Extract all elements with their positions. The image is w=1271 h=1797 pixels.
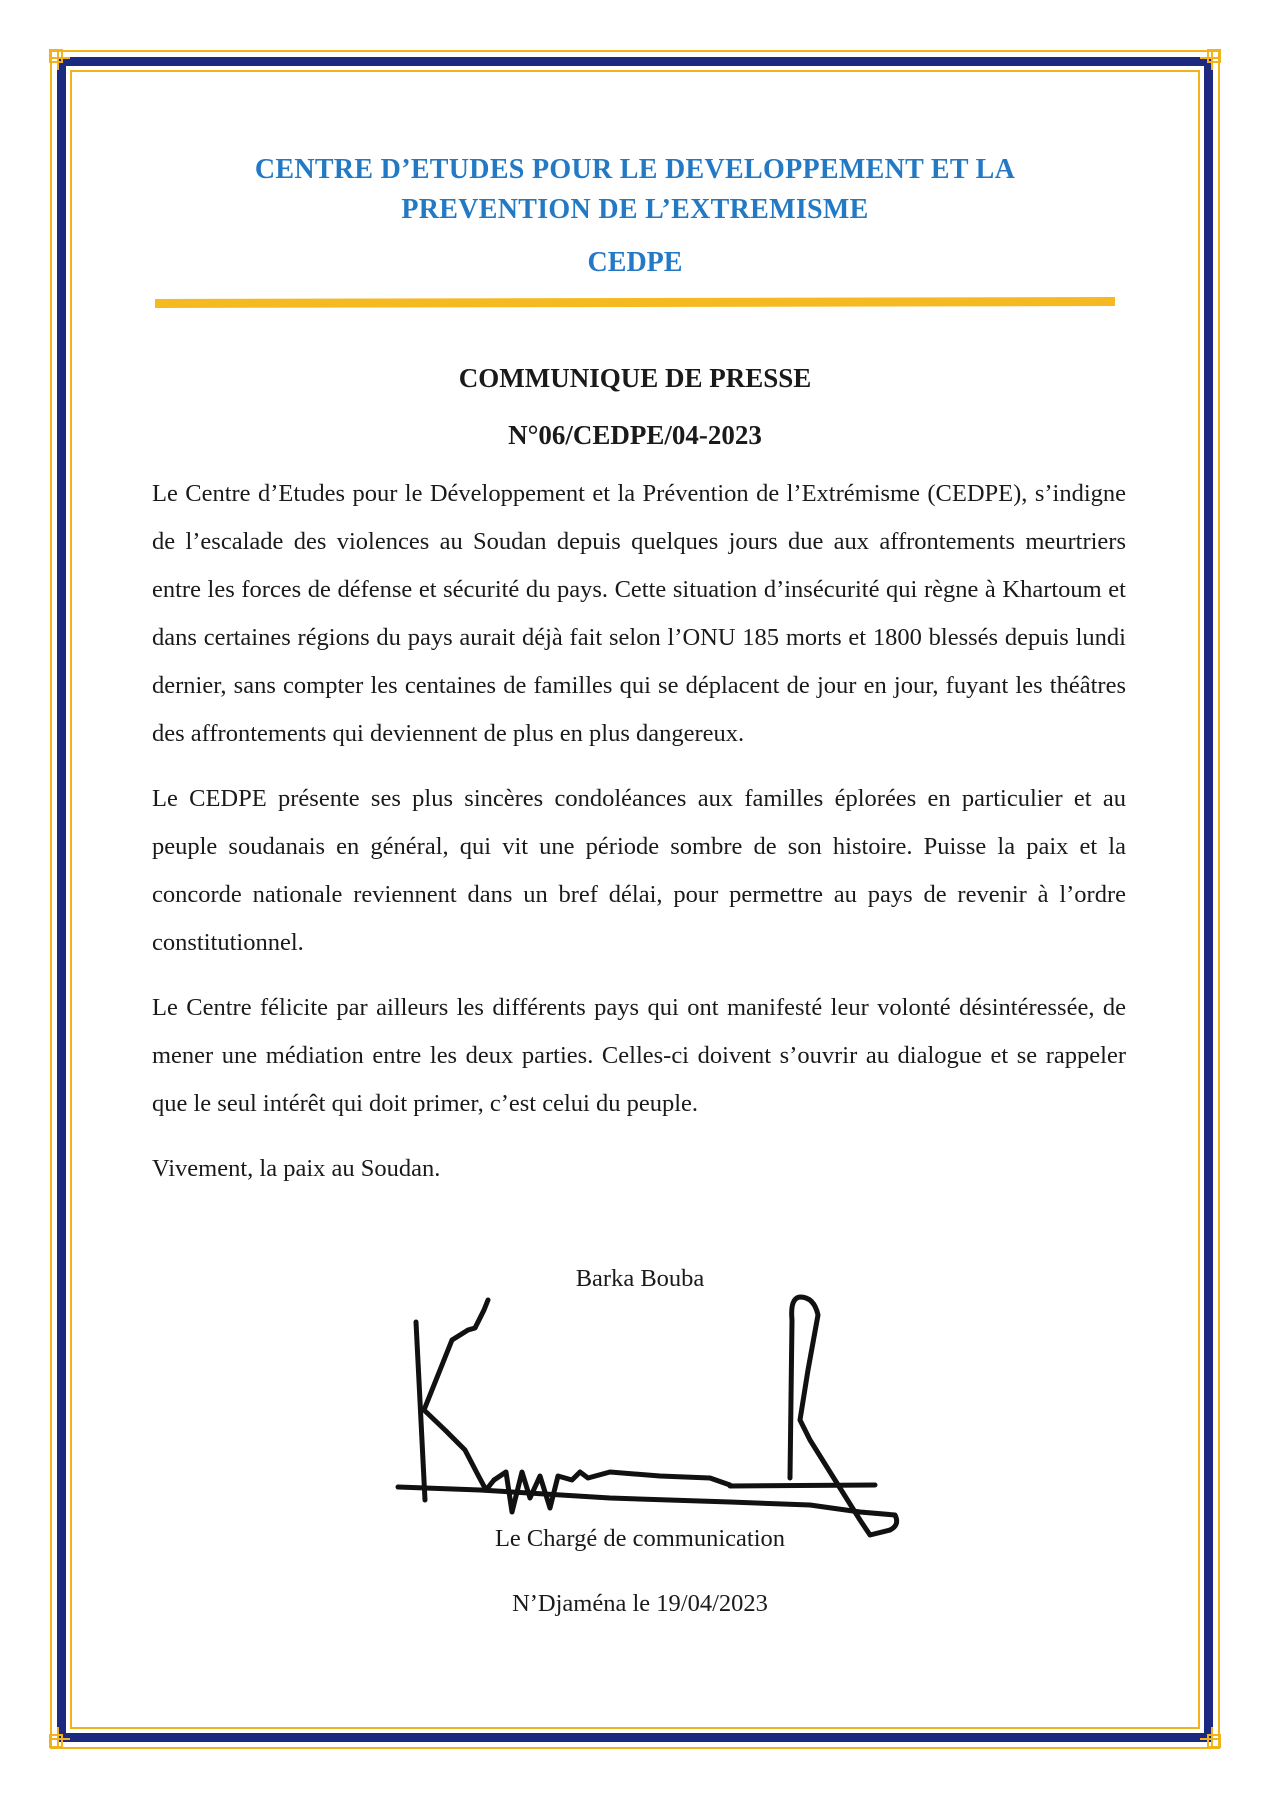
signer-name: Barka Bouba [575, 1265, 705, 1292]
corner-ornament [1188, 1715, 1222, 1749]
document-body [152, 470, 1126, 1210]
document-number: N°06/CEDPE/04-2023 [508, 420, 762, 450]
body-paragraph: Le CEDPE présente ses plus sincères condoléances aux familles éplorées en particulier et au peuple soudanais en général, qui vit une période sombre de son histoire. Puisse la paix et la concorde nationale reviennent dans un bref délai, pour permettre au pays de revenir à l’ordre constitutionnel. [152, 785, 1126, 956]
body-paragraph: Le Centre d’Etudes pour le Développement et la Prévention de l’Extrémisme (CEDPE), s’indigne de l’escalade des violences au Soudan depuis quelques jours due aux affrontements meurtriers entre les forces de défense et sécurité du pays. Cette situation d’insécurité qui règne à Khartoum et dans certaines régions du pays aurait déjà fait selon l’ONU 185 morts et 1800 blessés depuis lundi dernier, sans compter les centaines de familles qui se déplacent de jour en jour, fuyant les théâtres des affrontements qui deviennent de plus en plus dangereux. [152, 480, 1126, 747]
body-paragraph: Vivement, la paix au Soudan. [152, 1155, 441, 1182]
corner-ornament [1188, 48, 1222, 82]
body-paragraph: Le Centre félicite par ailleurs les différents pays qui ont manifesté leur volonté désintéressée, de mener une médiation entre les deux parties. Celles-ci doivent s’ouvrir au dialogue et se rappeler que le seul intérêt qui doit primer, c’est celui du peuple. [152, 994, 1126, 1117]
corner-ornament [48, 48, 82, 82]
corner-ornament [48, 1715, 82, 1749]
place-and-date: N’Djaména le 19/04/2023 [512, 1590, 768, 1617]
organization-abbreviation: CEDPE [587, 247, 683, 278]
organization-name [150, 150, 1120, 230]
signer-role: Le Chargé de communication [494, 1525, 786, 1552]
document-title: COMMUNIQUE DE PRESSE [458, 363, 812, 393]
handwritten-signature [390, 1240, 910, 1540]
organization-name-line2: PREVENTION DE L’EXTREMISME [401, 194, 869, 225]
organization-name-line1: CENTRE D’ETUDES POUR LE DEVELOPPEMENT ET LA [254, 154, 1016, 185]
